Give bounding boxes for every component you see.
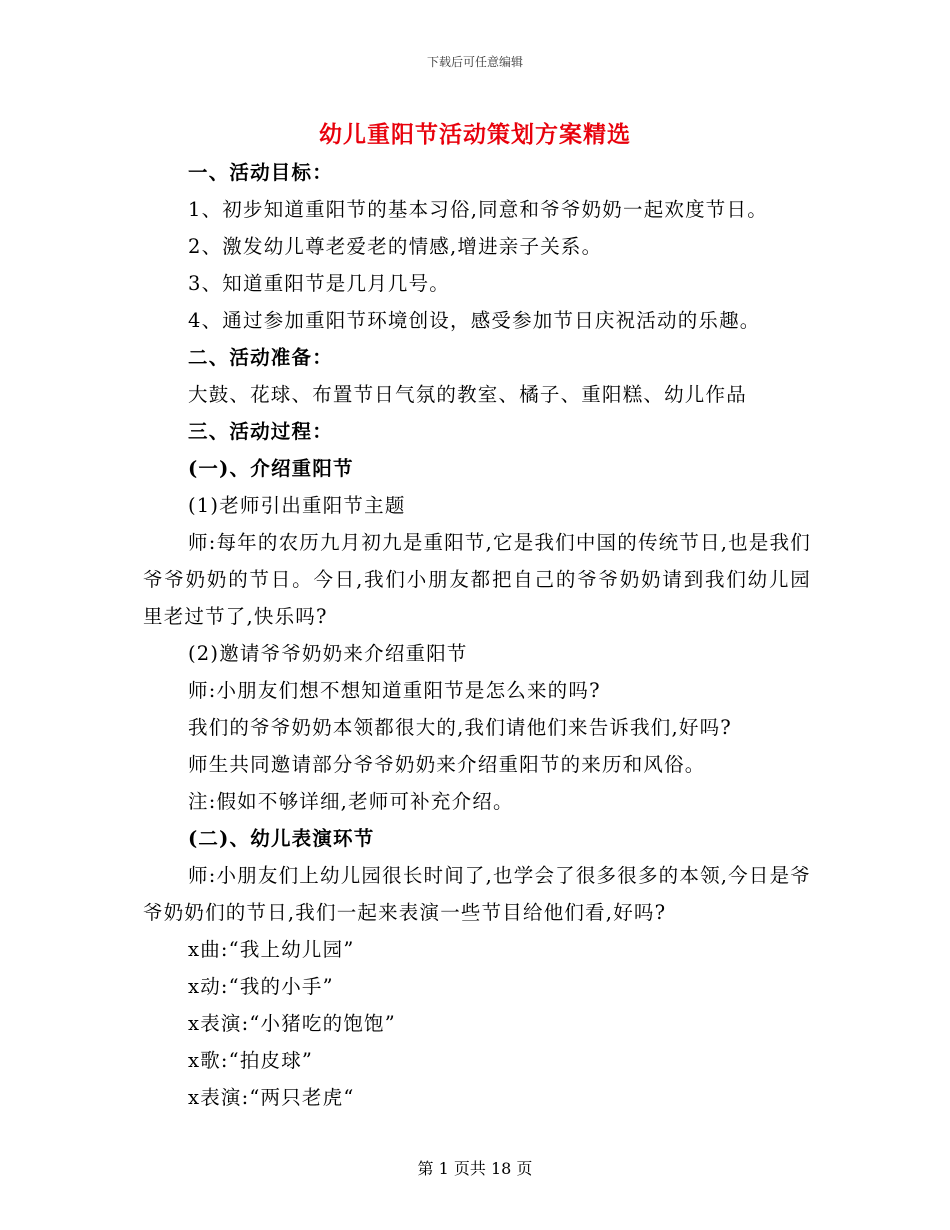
body-line: 师生共同邀请部分爷爷奶奶来介绍重阳节的来历和风俗。 — [188, 753, 706, 776]
document-title: 幼儿重阳节活动策划方案精选 — [319, 121, 631, 148]
body-line: 注:假如不够详细,老师可补充介绍。 — [188, 790, 514, 813]
section-heading-goals: 一、活动目标： — [188, 161, 333, 184]
section-heading-process: 三、活动过程： — [188, 420, 333, 443]
paragraph: 师:小朋友们上幼儿园很长时间了,也学会了很多很多的本领,今日是爷爷奶奶们的节日,我们一起来表演一些节目给他们看,好吗? — [143, 864, 811, 924]
header-note: 下载后可任意编辑 — [426, 55, 523, 69]
program-item: x表演:“小猪吃的饱饱” — [188, 1012, 396, 1035]
goal-item: 2、激发幼儿尊老爱老的情感,增进亲子关系。 — [188, 235, 603, 258]
program-item: x曲:“我上幼儿园” — [188, 938, 355, 961]
program-item: x歌:“拍皮球” — [188, 1049, 314, 1072]
preparation-text: 大鼓、花球、布置节日气氛的教室、橘子、重阳糕、幼儿作品 — [188, 383, 747, 406]
subsection-item: (1)老师引出重阳节主题 — [188, 494, 406, 517]
page-footer: 第 1 页共 18 页 — [417, 1159, 533, 1178]
program-item: x表演:“两只老虎“ — [188, 1086, 355, 1109]
document-body — [143, 154, 811, 1116]
body-line: 我们的爷爷奶奶本领都很大的,我们请他们来告诉我们,好吗? — [188, 716, 732, 739]
body-line: 师:小朋友们想不想知道重阳节是怎么来的吗? — [188, 679, 601, 702]
goal-item: 4、通过参加重阳节环境创设，感受参加节日庆祝活动的乐趣。 — [188, 309, 761, 332]
goal-item: 3、知道重阳节是几月几号。 — [188, 272, 451, 295]
section-heading-preparation: 二、活动准备： — [188, 346, 333, 369]
paragraph: 师:每年的农历九月初九是重阳节,它是我们中国的传统节日,也是我们爷爷奶奶的节日。今日,我们小朋友都把自己的爷爷奶奶请到我们幼儿园里老过节了,快乐吗? — [143, 531, 811, 628]
subsection-heading-intro: (一)、介绍重阳节 — [188, 457, 354, 480]
subsection-item: (2)邀请爷爷奶奶来介绍重阳节 — [188, 642, 468, 665]
goal-item: 1、初步知道重阳节的基本习俗,同意和爷爷奶奶一起欢度节日。 — [188, 198, 768, 221]
subsection-heading-performance: (二)、幼儿表演环节 — [188, 827, 375, 850]
program-item: x动:“我的小手” — [188, 975, 334, 998]
